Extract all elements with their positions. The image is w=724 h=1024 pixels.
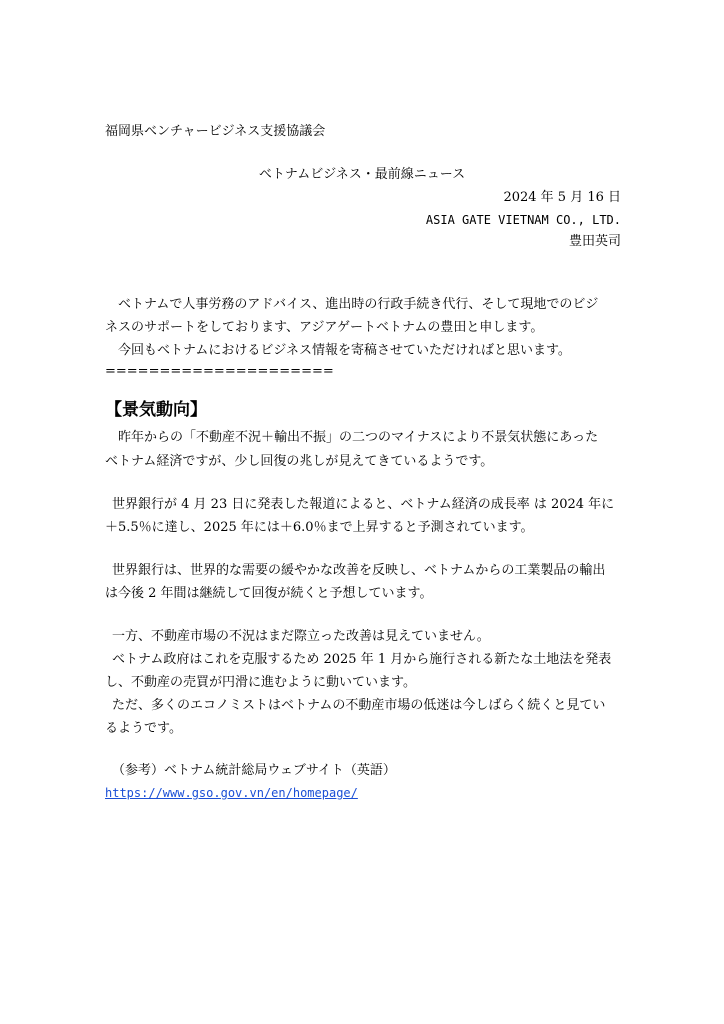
paragraph-4-line-4: ただ、多くのエコノミストはベトナムの不動産市場の低迷は今しばらく続くと見てい	[112, 698, 606, 713]
paragraph-3-line-2: は今後 2 年間は継続して回復が続くと予想しています。	[105, 586, 433, 601]
paragraph-4-line-3: し、不動産の売買が円滑に進むように動いています。	[105, 675, 416, 690]
document-title: ベトナムビジネス・最前線ニュース	[258, 167, 466, 182]
paragraph-2-line-2: ＋5.5％に達し、2025 年には＋6.0％まで上昇すると予測されています。	[105, 520, 534, 535]
intro-line-1: ベトナムで人事労務のアドバイス、進出時の行政手続き代行、そして現地でのビジ	[118, 297, 599, 312]
paragraph-3-line-1: 世界銀行は、世界的な需要の緩やかな改善を反映し、ベトナムからの工業製品の輸出	[112, 563, 606, 578]
paragraph-2-line-1: 世界銀行が 4 月 23 日に発表した報道によると、ベトナム経済の成長率 は 2024 年に	[112, 497, 615, 512]
paragraph-1-line-2: ベトナム経済ですが、少し回復の兆しが見えてきているようです。	[105, 454, 494, 469]
reference-label: （参考）ベトナム統計総局ウェブサイト（英語）	[112, 763, 396, 778]
section-heading: 【景気動向】	[105, 400, 207, 420]
company-name: ASIA GATE VIETNAM CO., LTD.	[425, 213, 621, 227]
paragraph-4-line-5: るようです。	[105, 721, 182, 736]
paragraph-4-line-1: 一方、不動産市場の不況はまだ際立った改善は見えていません。	[112, 629, 490, 644]
document-date: 2024 年 5 月 16 日	[503, 190, 621, 205]
intro-line-3: 今回もベトナムにおけるビジネス情報を寄稿させていただければと思います。	[118, 343, 571, 358]
separator-line: =====================	[105, 364, 334, 379]
paragraph-1-line-1: 昨年からの「不動産不況＋輸出不振」の二つのマイナスにより不景気状態にあった	[118, 430, 599, 445]
author-name: 豊田英司	[568, 234, 621, 249]
intro-line-2: ネスのサポートをしております、アジアゲートベトナムの豊田と申します。	[105, 320, 544, 335]
paragraph-4-line-2: ベトナム政府はこれを克服するため 2025 年 1 月から施行される新たな土地法を発表	[112, 652, 612, 667]
organization-name: 福岡県ベンチャービジネス支援協議会	[105, 124, 326, 139]
reference-link[interactable]: https://www.gso.gov.vn/en/homepage/	[105, 786, 358, 800]
